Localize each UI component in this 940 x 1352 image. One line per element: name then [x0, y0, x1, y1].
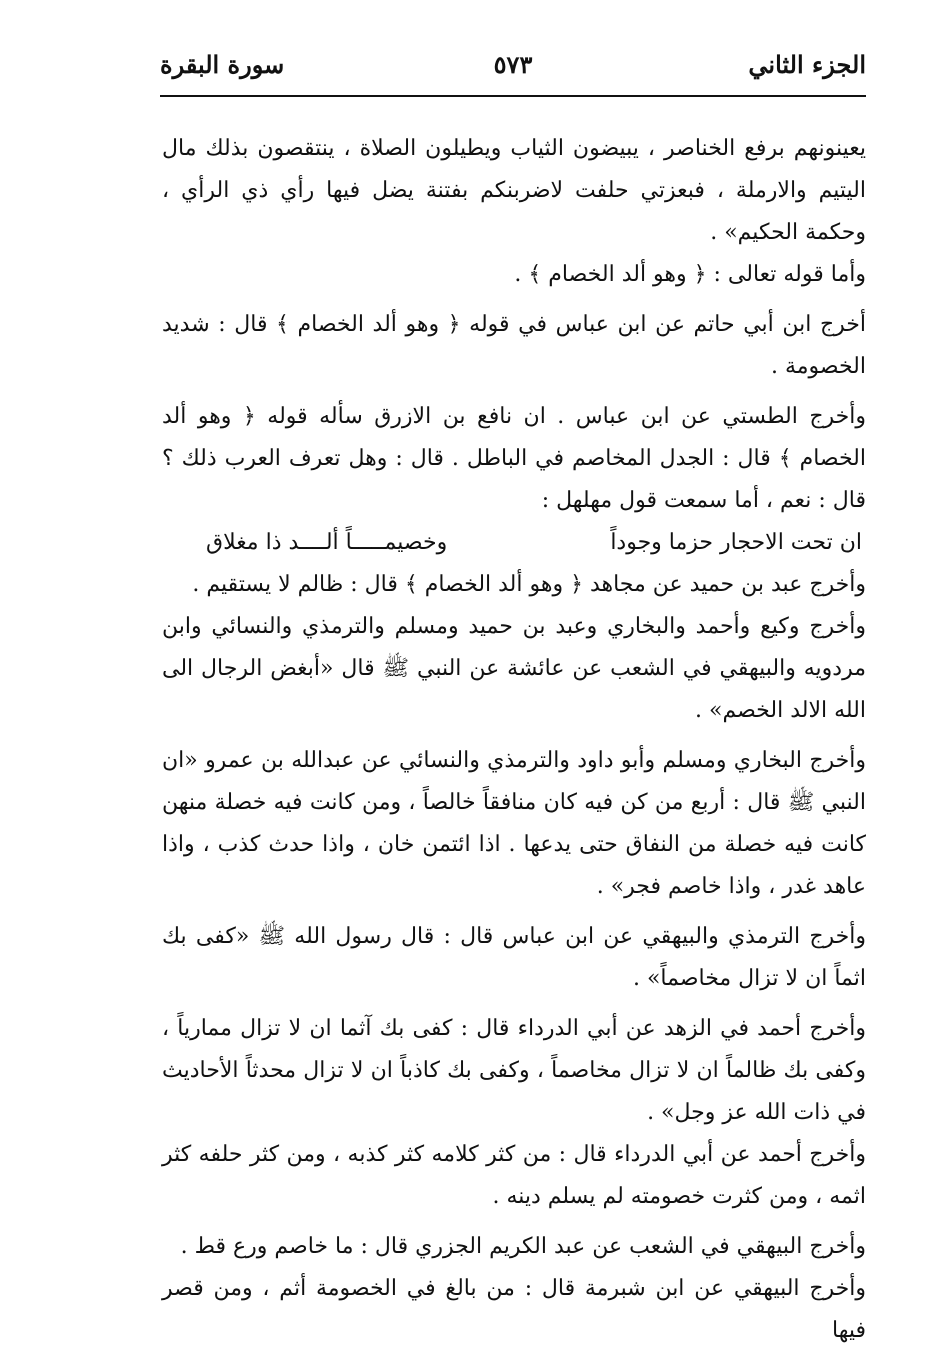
paragraph-1: يعينونهم برفع الخناصر ، يبيضون الثياب ويطيلون الصلاة ، ينتقصون بذلك مال اليتيم والارملة ، فبعزتي حلفت لاضربنكم بفتنة يضل فيها رأي ذي الرأي ، وحكمة الحكيم» .: [162, 136, 866, 245]
surah-title: سورة البقرة: [160, 50, 285, 79]
paragraph-8: وأخرج الترمذي والبيهقي عن ابن عباس قال : قال رسول الله ﷺ «كفى بك اثماً ان لا تزال مخاصماً» .: [162, 924, 866, 991]
poetry-verse: [162, 522, 866, 564]
paragraph-6: وأخرج وكيع وأحمد والبخاري وعبد بن حميد ومسلم والترمذي والنسائي وابن مردويه والبيهقي في الشعب عن عائشة عن النبي ﷺ قال «أبغض الرجال الى الله الالد الخصم» .: [162, 614, 866, 723]
paragraph-12: وأخرج البيهقي عن ابن شبرمة قال : من بالغ في الخصومة أثم ، ومن قصر فيها: [162, 1276, 866, 1343]
paragraph-7: وأخرج البخاري ومسلم وأبو داود والترمذي والنسائي عن عبدالله بن عمرو «ان النبي ﷺ قال : أربع من كن فيه كان منافقاً خالصاً ، ومن كانت فيه خصلة منهن كانت فيه خصلة من النفاق حتى يدعها . اذا ائتمن خان ، واذا حدث كذب ، واذا عاهد غدر ، واذا خاصم فجر» .: [162, 748, 866, 899]
paragraph-4: وأخرج الطستي عن ابن عباس . ان نافع بن الازرق سأله قوله ﴿ وهو ألد الخصام ﴾ قال : الجدل المخاصم في الباطل . قال : وهل تعرف العرب ذلك ؟ قال : نعم ، أما سمعت قول مهلهل :: [162, 404, 866, 513]
paragraph-2: وأما قوله تعالى : ﴿ وهو ألد الخصام ﴾ .: [514, 262, 866, 287]
paragraph-11: وأخرج البيهقي في الشعب عن عبد الكريم الجزري قال : ما خاصم ورع قط .: [180, 1234, 866, 1259]
page-body: [162, 128, 866, 1352]
header-rule: [160, 95, 866, 97]
verse-second-hemistich: وخصيمـــــاً ألــــد ذا مغلاق: [206, 530, 448, 555]
paragraph-10: وأخرج أحمد عن أبي الدرداء قال : من كثر كلامه كثر كذبه ، ومن كثر حلفه كثر اثمه ، ومن كثرت خصومته لم يسلم دينه .: [162, 1142, 866, 1209]
paragraph-5: وأخرج عبد بن حميد عن مجاهد ﴿ وهو ألد الخصام ﴾ قال : ظالم لا يستقيم .: [192, 572, 866, 597]
verse-first-hemistich: ان تحت الاحجار حزما وجوداً: [610, 530, 862, 555]
running-header: [160, 44, 866, 94]
paragraph-9: وأخرج أحمد في الزهد عن أبي الدرداء قال : كفى بك آثما ان لا تزال ممارياً ، وكفى بك ظالماً ان لا تزال مخاصماً ، وكفى بك كاذباً ان لا تزال محدثاً الأحاديث في ذات الله عز وجل» .: [162, 1016, 866, 1125]
page-number: ٥٧٣: [493, 50, 533, 79]
paragraph-3: أخرج ابن أبي حاتم عن ابن عباس في قوله ﴿ وهو ألد الخصام ﴾ قال : شديد الخصومة .: [162, 312, 866, 379]
part-title: الجزء الثاني: [748, 50, 866, 79]
